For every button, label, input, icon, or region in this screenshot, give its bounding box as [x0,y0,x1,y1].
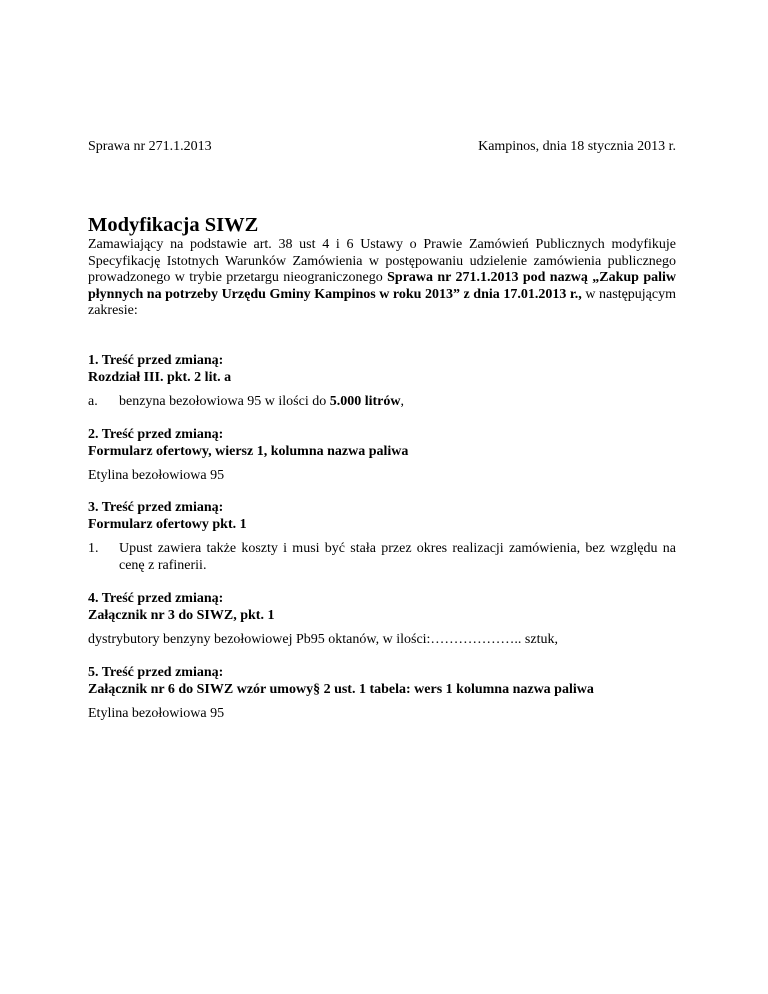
section-subheading: Rozdział III. pkt. 2 lit. a [88,369,232,385]
section-body: Etylina bezołowiowa 95 [88,706,225,721]
section-subheading: Formularz ofertowy, wiersz 1, kolumna nazwa paliwa [88,443,409,459]
intro-paragraph [88,237,676,320]
item-text: benzyna bezołowiowa 95 w ilości do [119,394,330,409]
item-text-end: , [400,394,404,409]
section-heading: 3. Treść przed zmianą: [88,500,224,515]
section-1 [88,353,676,411]
document-page [88,0,676,994]
list-marker: 1. [88,541,99,556]
list-marker: a. [88,394,98,409]
item-bold-text: 5.000 litrów [329,394,401,409]
intro-bold-text: Sprawa nr 271.1.2013 pod nazwą „Zakup paliw płynnych na potrzeby Urzędu Gminy Kampinos w roku 2013” z dnia 17.01.2013 r., [88,270,677,302]
list-item [88,541,676,574]
section-subheading: Formularz ofertowy pkt. 1 [88,516,247,532]
case-number: Sprawa nr 271.1.2013 [88,139,212,154]
section-3 [88,500,676,574]
document-header [88,139,676,156]
list-item [88,394,676,411]
section-heading: 4. Treść przed zmianą: [88,591,224,606]
section-heading: 2. Treść przed zmianą: [88,427,224,442]
section-4 [88,591,676,649]
document-title: Modyfikacja SIWZ [88,214,259,236]
section-heading: 1. Treść przed zmianą: [88,353,224,368]
section-body: Etylina bezołowiowa 95 [88,468,225,483]
place-date: Kampinos, dnia 18 stycznia 2013 r. [478,139,676,154]
item-text: Upust zawiera także koszty i musi być stała przez okres realizacji zamówienia, bez względu na cenę z rafinerii. [119,541,676,573]
intro-text-end: w następującym zakresie: [88,286,677,318]
section-heading: 5. Treść przed zmianą: [88,665,224,680]
section-2 [88,427,676,485]
section-subheading: Załącznik nr 6 do SIWZ wzór umowy§ 2 ust. 1 tabela: wers 1 kolumna nazwa paliwa [88,681,594,697]
section-5 [88,665,676,723]
intro-text: Zamawiający na podstawie art. 38 ust 4 i 6 Ustawy o Prawie Zamówień Publicznych modyfikuje Specyfikację Istotnych Warunków Zamówienia w postępowaniu udzielenie zamówienia publicznego prowadzonego w trybie przetargu nieograniczonego [88,237,676,285]
section-body: dystrybutory benzyny bezołowiowej Pb95 oktanów, w ilości:……………….. sztuk, [88,632,558,647]
section-subheading: Załącznik nr 3 do SIWZ, pkt. 1 [88,607,275,623]
